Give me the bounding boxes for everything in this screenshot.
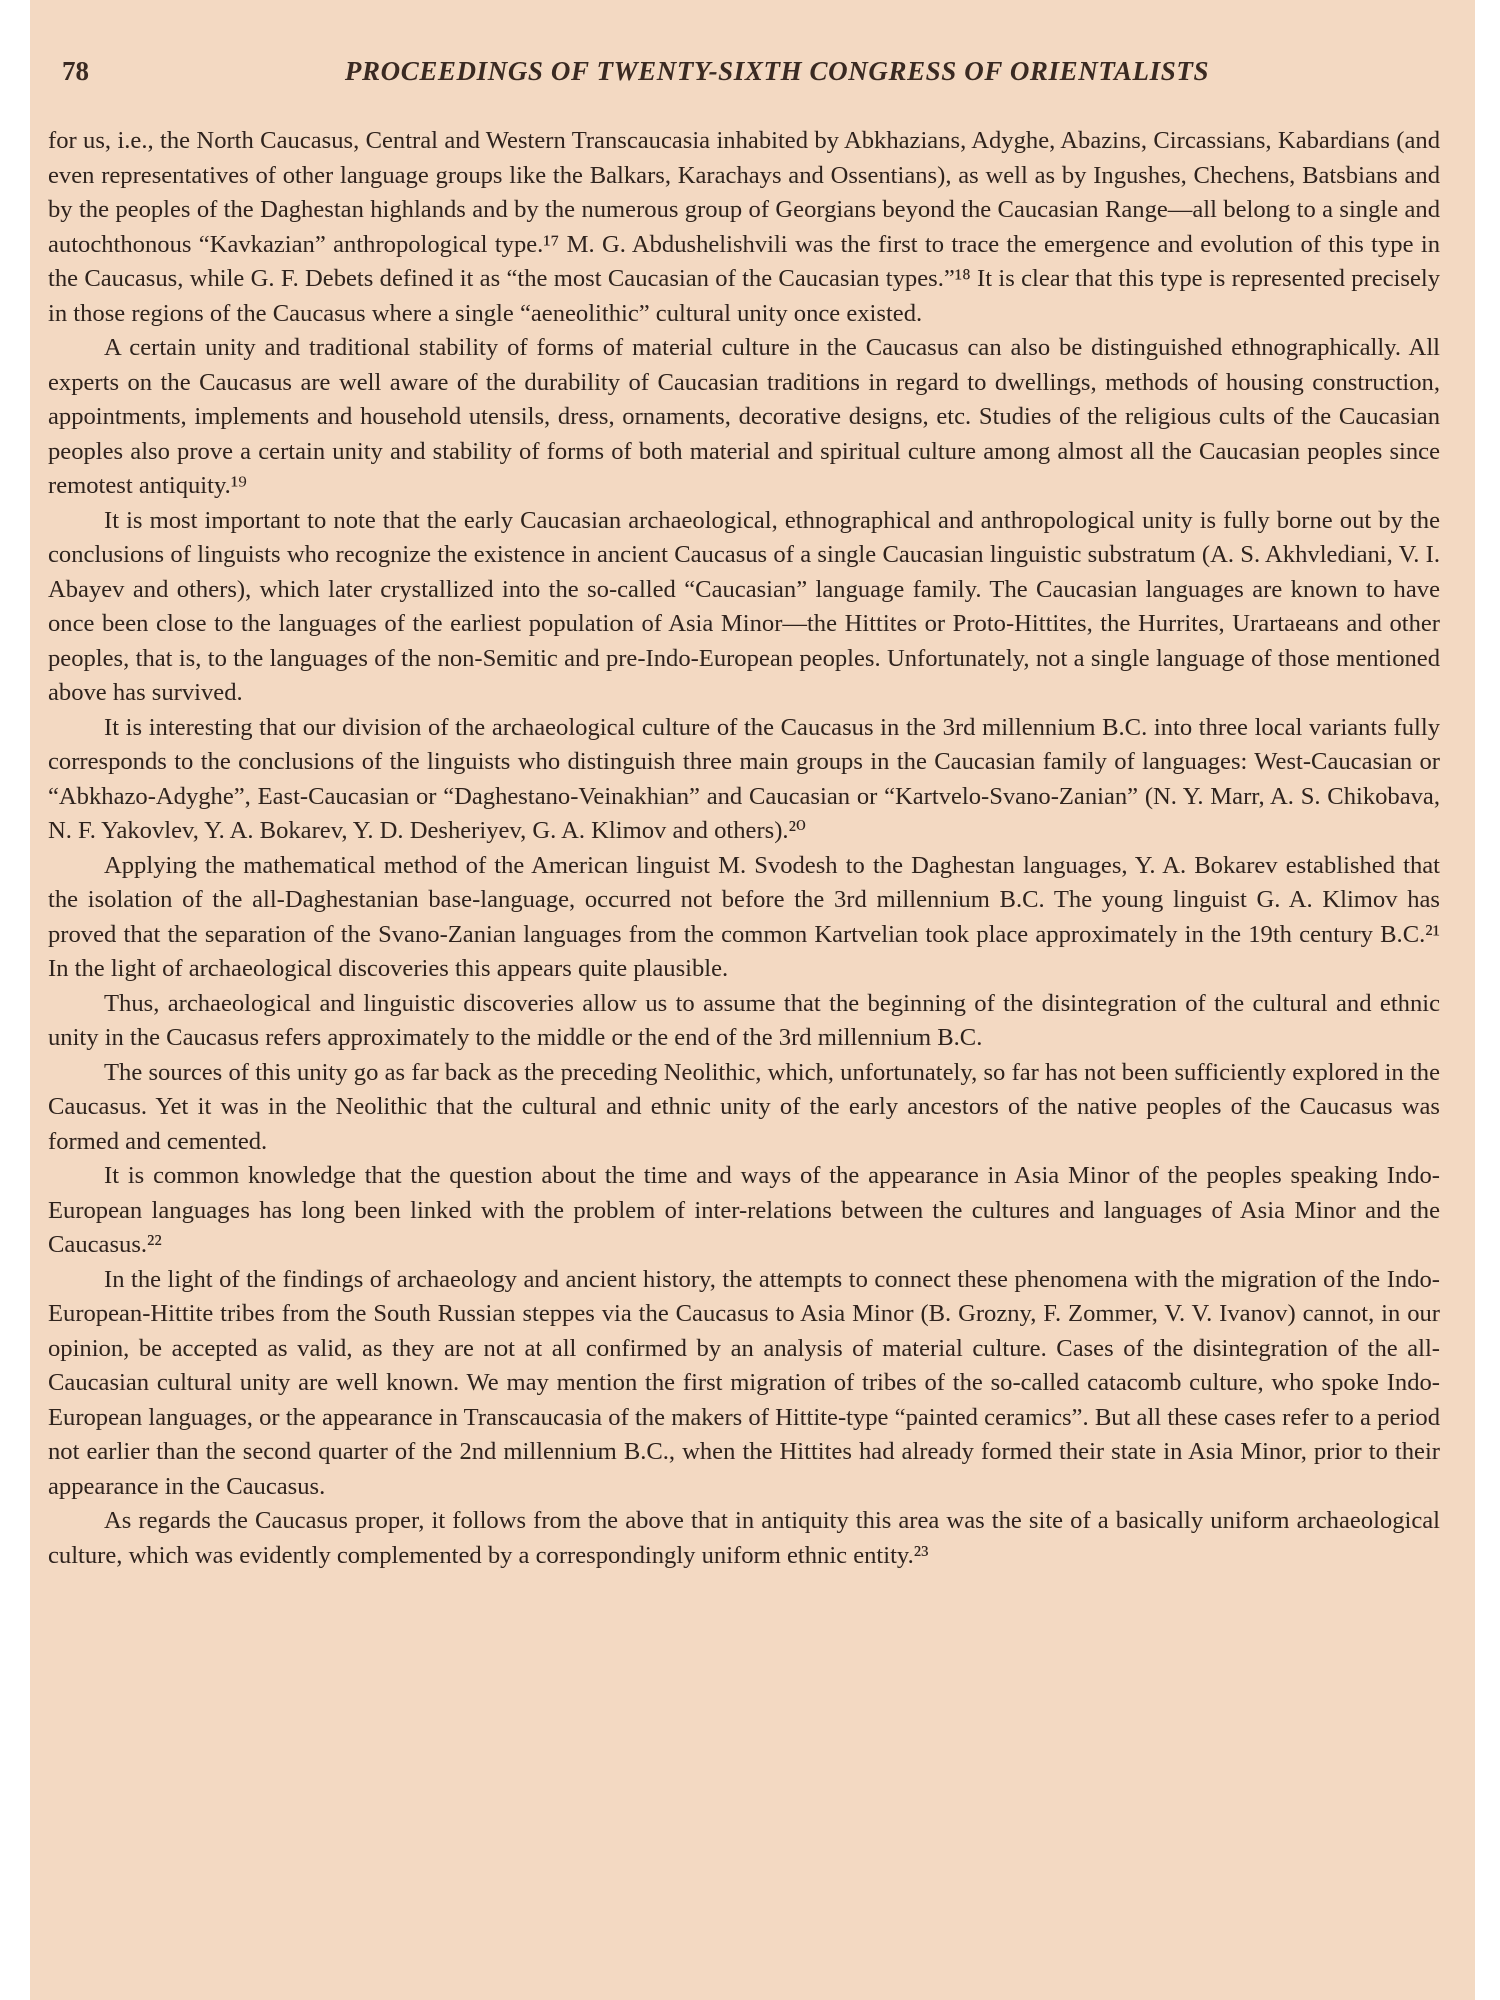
paragraph-5: Applying the mathematical method of the American linguist M. Svodesh to the Daghestan languages, Y. A. Bokarev established that the isolation of the all-Daghestanian base-language, occurred not before the 3rd millennium B.C. The young linguist G. A. Klimov has proved that the separation of the Svano-Zanian languages from the common Kartvelian took place approximately in the 19th century B.C.²¹ In the light of archaeological discoveries this appears quite plausible.	[48, 851, 1440, 982]
paragraph-3: It is most important to note that the early Caucasian archaeological, ethnographical and anthropological unity is fully borne out by the conclusions of linguists who recognize the existence in ancient Caucasus of a single Caucasian linguistic substratum (A. S. Akhvlediani, V. I. Abayev and others), which later crystallized into the so-called “Caucasian” language family. The Caucasian languages are known to have once been close to the languages of the earliest population of Asia Minor—the Hittites or Proto-Hittites, the Hurrites, Urartaeans and other peoples, that is, to the languages of the non-Semitic and pre-Indo-European peoples. Unfortunately, not a single language of those mentioned above has survived.	[48, 506, 1440, 706]
scanned-page	[30, 0, 1475, 2000]
paragraph-6: Thus, archaeological and linguistic discoveries allow us to assume that the beginning of the disintegration of the cultural and ethnic unity in the Caucasus refers approximately to the middle or the end of the 3rd millennium B.C.	[48, 989, 1440, 1051]
paragraph-9: In the light of the findings of archaeology and ancient history, the attempts to connect these phenomena with the migration of the Indo-European-Hittite tribes from the South Russian steppes via the Caucasus to Asia Minor (B. Grozny, F. Zommer, V. V. Ivanov) cannot, in our opinion, be accepted as valid, as they are not at all confirmed by an analysis of material culture. Cases of the disintegration of the all-Caucasian cultural unity are well known. We may mention the first migration of tribes of the so-called catacomb culture, who spoke Indo-European languages, or the appearance in Transcaucasia of the makers of Hittite-type “painted ceramics”. But all these cases refer to a period not earlier than the second quarter of the 2nd millennium B.C., when the Hittites had already formed their state in Asia Minor, prior to their appearance in the Caucasus.	[48, 1265, 1440, 1500]
page-number: 78	[62, 56, 89, 86]
paragraph-7: The sources of this unity go as far back as the preceding Neolithic, which, unfortunately, so far has not been sufficiently explored in the Caucasus. Yet it was in the Neolithic that the cultural and ethnic unity of the early ancestors of the native peoples of the Caucasus was formed and cemented.	[48, 1058, 1440, 1155]
paragraph-8: It is common knowledge that the question about the time and ways of the appearance in Asia Minor of the peoples speaking Indo-European languages has long been linked with the problem of inter-relations between the cultures and languages of Asia Minor and the Caucasus.²²	[48, 1162, 1440, 1258]
paragraph-10: As regards the Caucasus proper, it follows from the above that in antiquity this area was the site of a basically uniform archaeological culture, which was evidently complemented by a correspondingly uniform ethnic entity.²³	[48, 1507, 1440, 1569]
body-text	[48, 124, 1440, 1573]
paragraph-2: A certain unity and traditional stability of forms of material culture in the Caucasus can also be distinguished ethnographically. All experts on the Caucasus are well aware of the durability of Caucasian traditions in regard to dwellings, methods of housing construction, appointments, implements and household utensils, dress, ornaments, decorative designs, etc. Studies of the religious cults of the Caucasian peoples also prove a certain unity and stability of forms of both material and spiritual culture among almost all the Caucasian peoples since remotest antiquity.¹⁹	[48, 334, 1440, 499]
running-header	[62, 56, 1452, 96]
running-title: PROCEEDINGS OF TWENTY-SIXTH CONGRESS OF ORIENTALISTS	[344, 56, 1210, 86]
paragraph-1: for us, i.e., the North Caucasus, Central and Western Transcaucasia inhabited by Abkhazians, Adyghe, Abazins, Circassians, Kabardians (and even representatives of other language groups like the Balkars, Karachays and Ossentians), as well as by Ingushes, Chechens, Batsbians and by the peoples of the Daghestan highlands and by the numerous group of Georgians beyond the Caucasian Range—all belong to a single and autochthonous “Kavkazian” anthropological type.¹⁷ M. G. Abdushelishvili was the first to trace the emergence and evolution of this type in the Caucasus, while G. F. Debets defined it as “the most Caucasian of the Caucasian types.”¹⁸ It is clear that this type is represented precisely in those regions of the Caucasus where a single “aeneolithic” cultural unity once existed.	[48, 127, 1440, 327]
paragraph-4: It is interesting that our division of the archaeological culture of the Caucasus in the 3rd millennium B.C. into three local variants fully corresponds to the conclusions of the linguists who distinguish three main groups in the Caucasian family of languages: West-Caucasian or “Abkhazo-Adyghe”, East-Caucasian or “Daghestano-Veinakhian” and Caucasian or “Kartvelo-Svano-Zanian” (N. Y. Marr, A. S. Chikobava, N. F. Yakovlev, Y. A. Bokarev, Y. D. Desheriyev, G. A. Klimov and others).²⁰	[48, 713, 1440, 844]
